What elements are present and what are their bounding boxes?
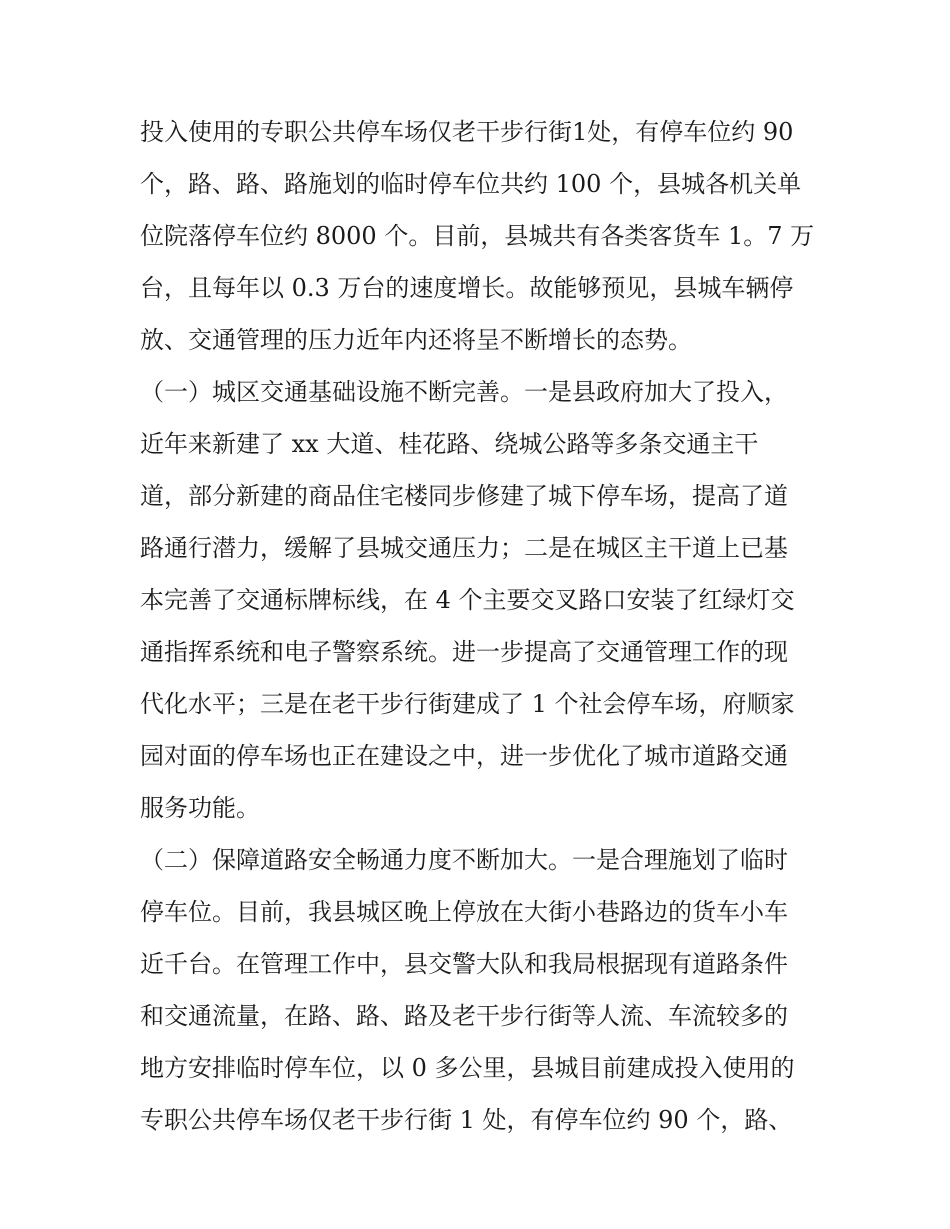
text-line: 路通行潜力，缓解了县城交通压力；二是在城区主干道上已基 bbox=[140, 534, 788, 562]
text-line: 本完善了交通标牌标线，在 4 个主要交叉路口安装了红绿灯交 bbox=[140, 586, 795, 614]
text-line: 专职公共停车场仅老干步行街 1 处，有停车位约 90 个，路、 bbox=[140, 1106, 793, 1134]
text-line: 放、交通管理的压力近年内还将呈不断增长的态势。 bbox=[140, 326, 692, 354]
text-line: 位院落停车位约 8000 个。目前，县城共有各类客货车 1。7 万 bbox=[140, 222, 815, 250]
text-line: 近年来新建了 xx 大道、桂花路、绕城公路等多条交通主干 bbox=[140, 430, 759, 458]
document-body bbox=[140, 106, 820, 1146]
text-line: 道，部分新建的商品住宅楼同步修建了城下停车场，提高了道 bbox=[140, 482, 788, 510]
text-line: 台，且每年以 0.3 万台的速度增长。故能够预见，县城车辆停 bbox=[140, 274, 794, 302]
text-line: 通指挥系统和电子警察系统。进一步提高了交通管理工作的现 bbox=[140, 638, 788, 666]
text-line: 服务功能。 bbox=[140, 794, 260, 822]
text-line: 园对面的停车场也正在建设之中，进一步优化了城市道路交通 bbox=[140, 742, 788, 770]
text-line: 停车位。目前，我县城区晚上停放在大街小巷路边的货车小车 bbox=[140, 898, 788, 926]
text-line: 代化水平；三是在老干步行街建成了 1 个社会停车场，府顺家 bbox=[140, 690, 795, 718]
text-line: 近千台。在管理工作中，县交警大队和我局根据现有道路条件 bbox=[140, 950, 788, 978]
text-line: 投入使用的专职公共停车场仅老干步行街1处，有停车位约 90 bbox=[140, 118, 794, 146]
section-one-heading-line: （一）城区交通基础设施不断完善。一是县政府加大了投入， bbox=[140, 378, 788, 406]
text-line: 个，路、路、路施划的临时停车位共约 100 个，县城各机关单 bbox=[140, 170, 802, 198]
text-line: 和交通流量，在路、路、路及老干步行街等人流、车流较多的 bbox=[140, 1002, 788, 1030]
text-line: 地方安排临时停车位，以 0 多公里，县城目前建成投入使用的 bbox=[140, 1054, 795, 1082]
section-two-heading-line: （二）保障道路安全畅通力度不断加大。一是合理施划了临时 bbox=[140, 846, 788, 874]
